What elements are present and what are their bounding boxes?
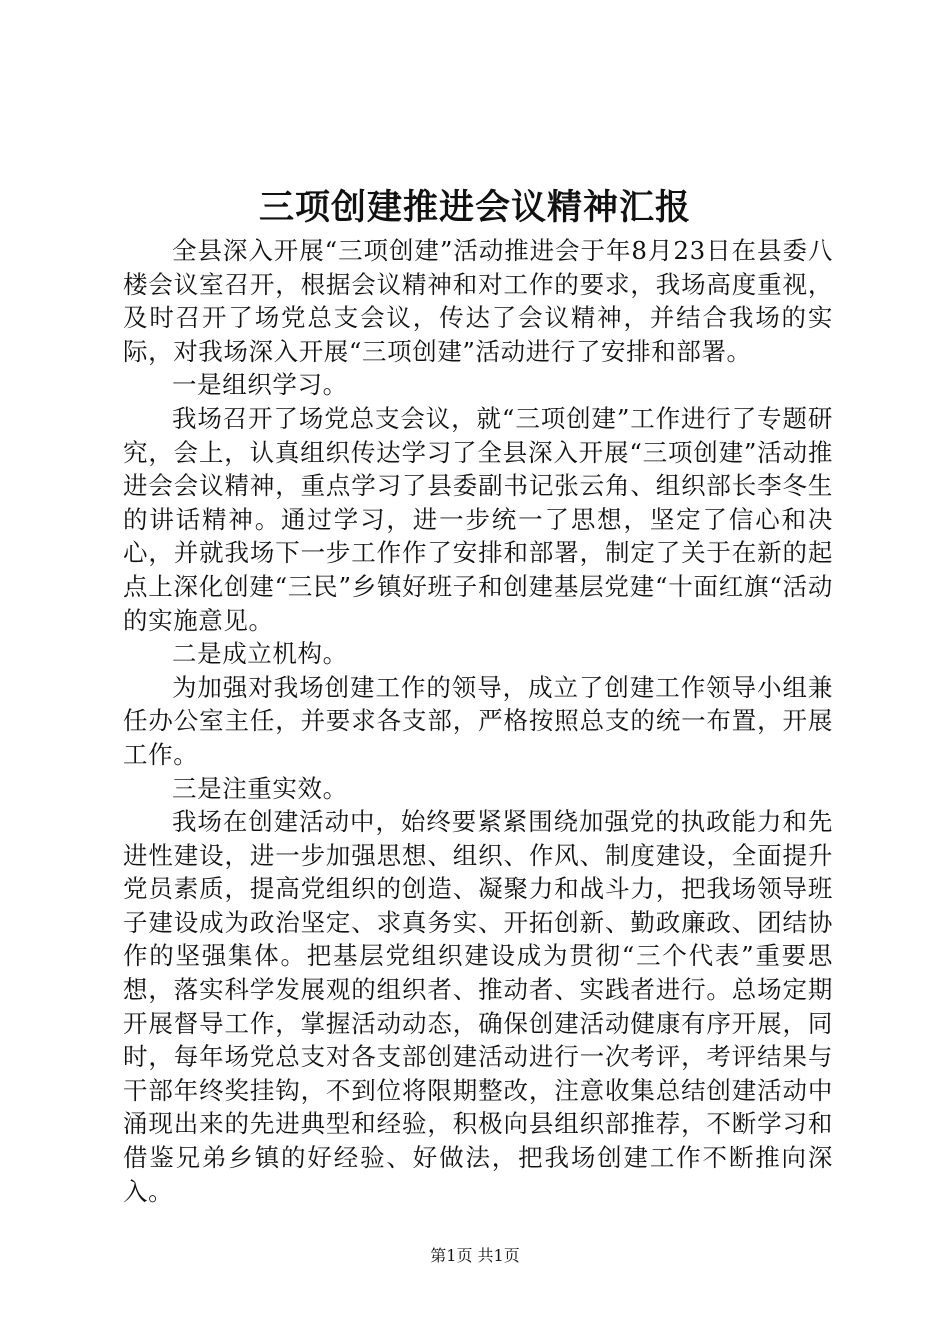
paragraph-intro: 全县深入开展“三项创建”活动推进会于年8月23日在县委八楼会议室召开，根据会议精神和对工作的要求，我场高度重视，及时召开了场党总支会议，传达了会议精神，并结合我场的实际，对我场深入开展“三项创建”活动进行了安排和部署。	[123, 236, 833, 366]
document-title: 三项创建推进会议精神汇报	[258, 187, 691, 228]
paragraph-results: 我场在创建活动中，始终要紧紧围绕加强党的执政能力和先进性建设，进一步加强思想、组织、作风、制度建设，全面提升党员素质，提高党组织的创造、凝聚力和战斗力，把我场领导班子建设成为政治坚定、求真务实、开拓创新、勤政廉政、团结协作的坚强集体。把基层党组织建设成为贯彻“三个代表”重要思想，落实科学发展观的组织者、推动者、实践者进行。总场定期开展督导工作，掌握活动动态，确保创建活动健康有序开展，同时，每年场党总支对各支部创建活动进行一次考评，考评结果与干部年终奖挂钩，不到位将限期整改，注意收集总结创建活动中涌现出来的先进典型和经验，积极向县组织部推荐，不断学习和借鉴兄弟乡镇的好经验、好做法，把我场创建工作不断推向深入。	[123, 807, 833, 1206]
paragraph-organization: 为加强对我场创建工作的领导，成立了创建工作领导小组兼任办公室主任，并要求各支部，严格按照总支的统一布置，开展工作。	[123, 672, 833, 769]
section-heading-1: 一是组织学习。	[172, 370, 348, 400]
section-heading-3: 三是注重实效。	[172, 773, 348, 803]
document-body	[123, 234, 833, 1208]
page-footer: 第1页 共1页	[430, 1246, 520, 1265]
section-heading-2: 二是成立机构。	[172, 639, 348, 669]
paragraph-study: 我场召开了场党总支会议，就“三项创建”工作进行了专题研究，会上，认真组织传达学习了全县深入开展“三项创建”活动推进会会议精神，重点学习了县委副书记张云角、组织部长李冬生的讲话精神。通过学习，进一步统一了思想，坚定了信心和决心，并就我场下一步工作作了安排和部署，制定了关于在新的起点上深化创建“三民”乡镇好班子和创建基层党建“十面红旗“活动的实施意见。	[123, 403, 833, 635]
